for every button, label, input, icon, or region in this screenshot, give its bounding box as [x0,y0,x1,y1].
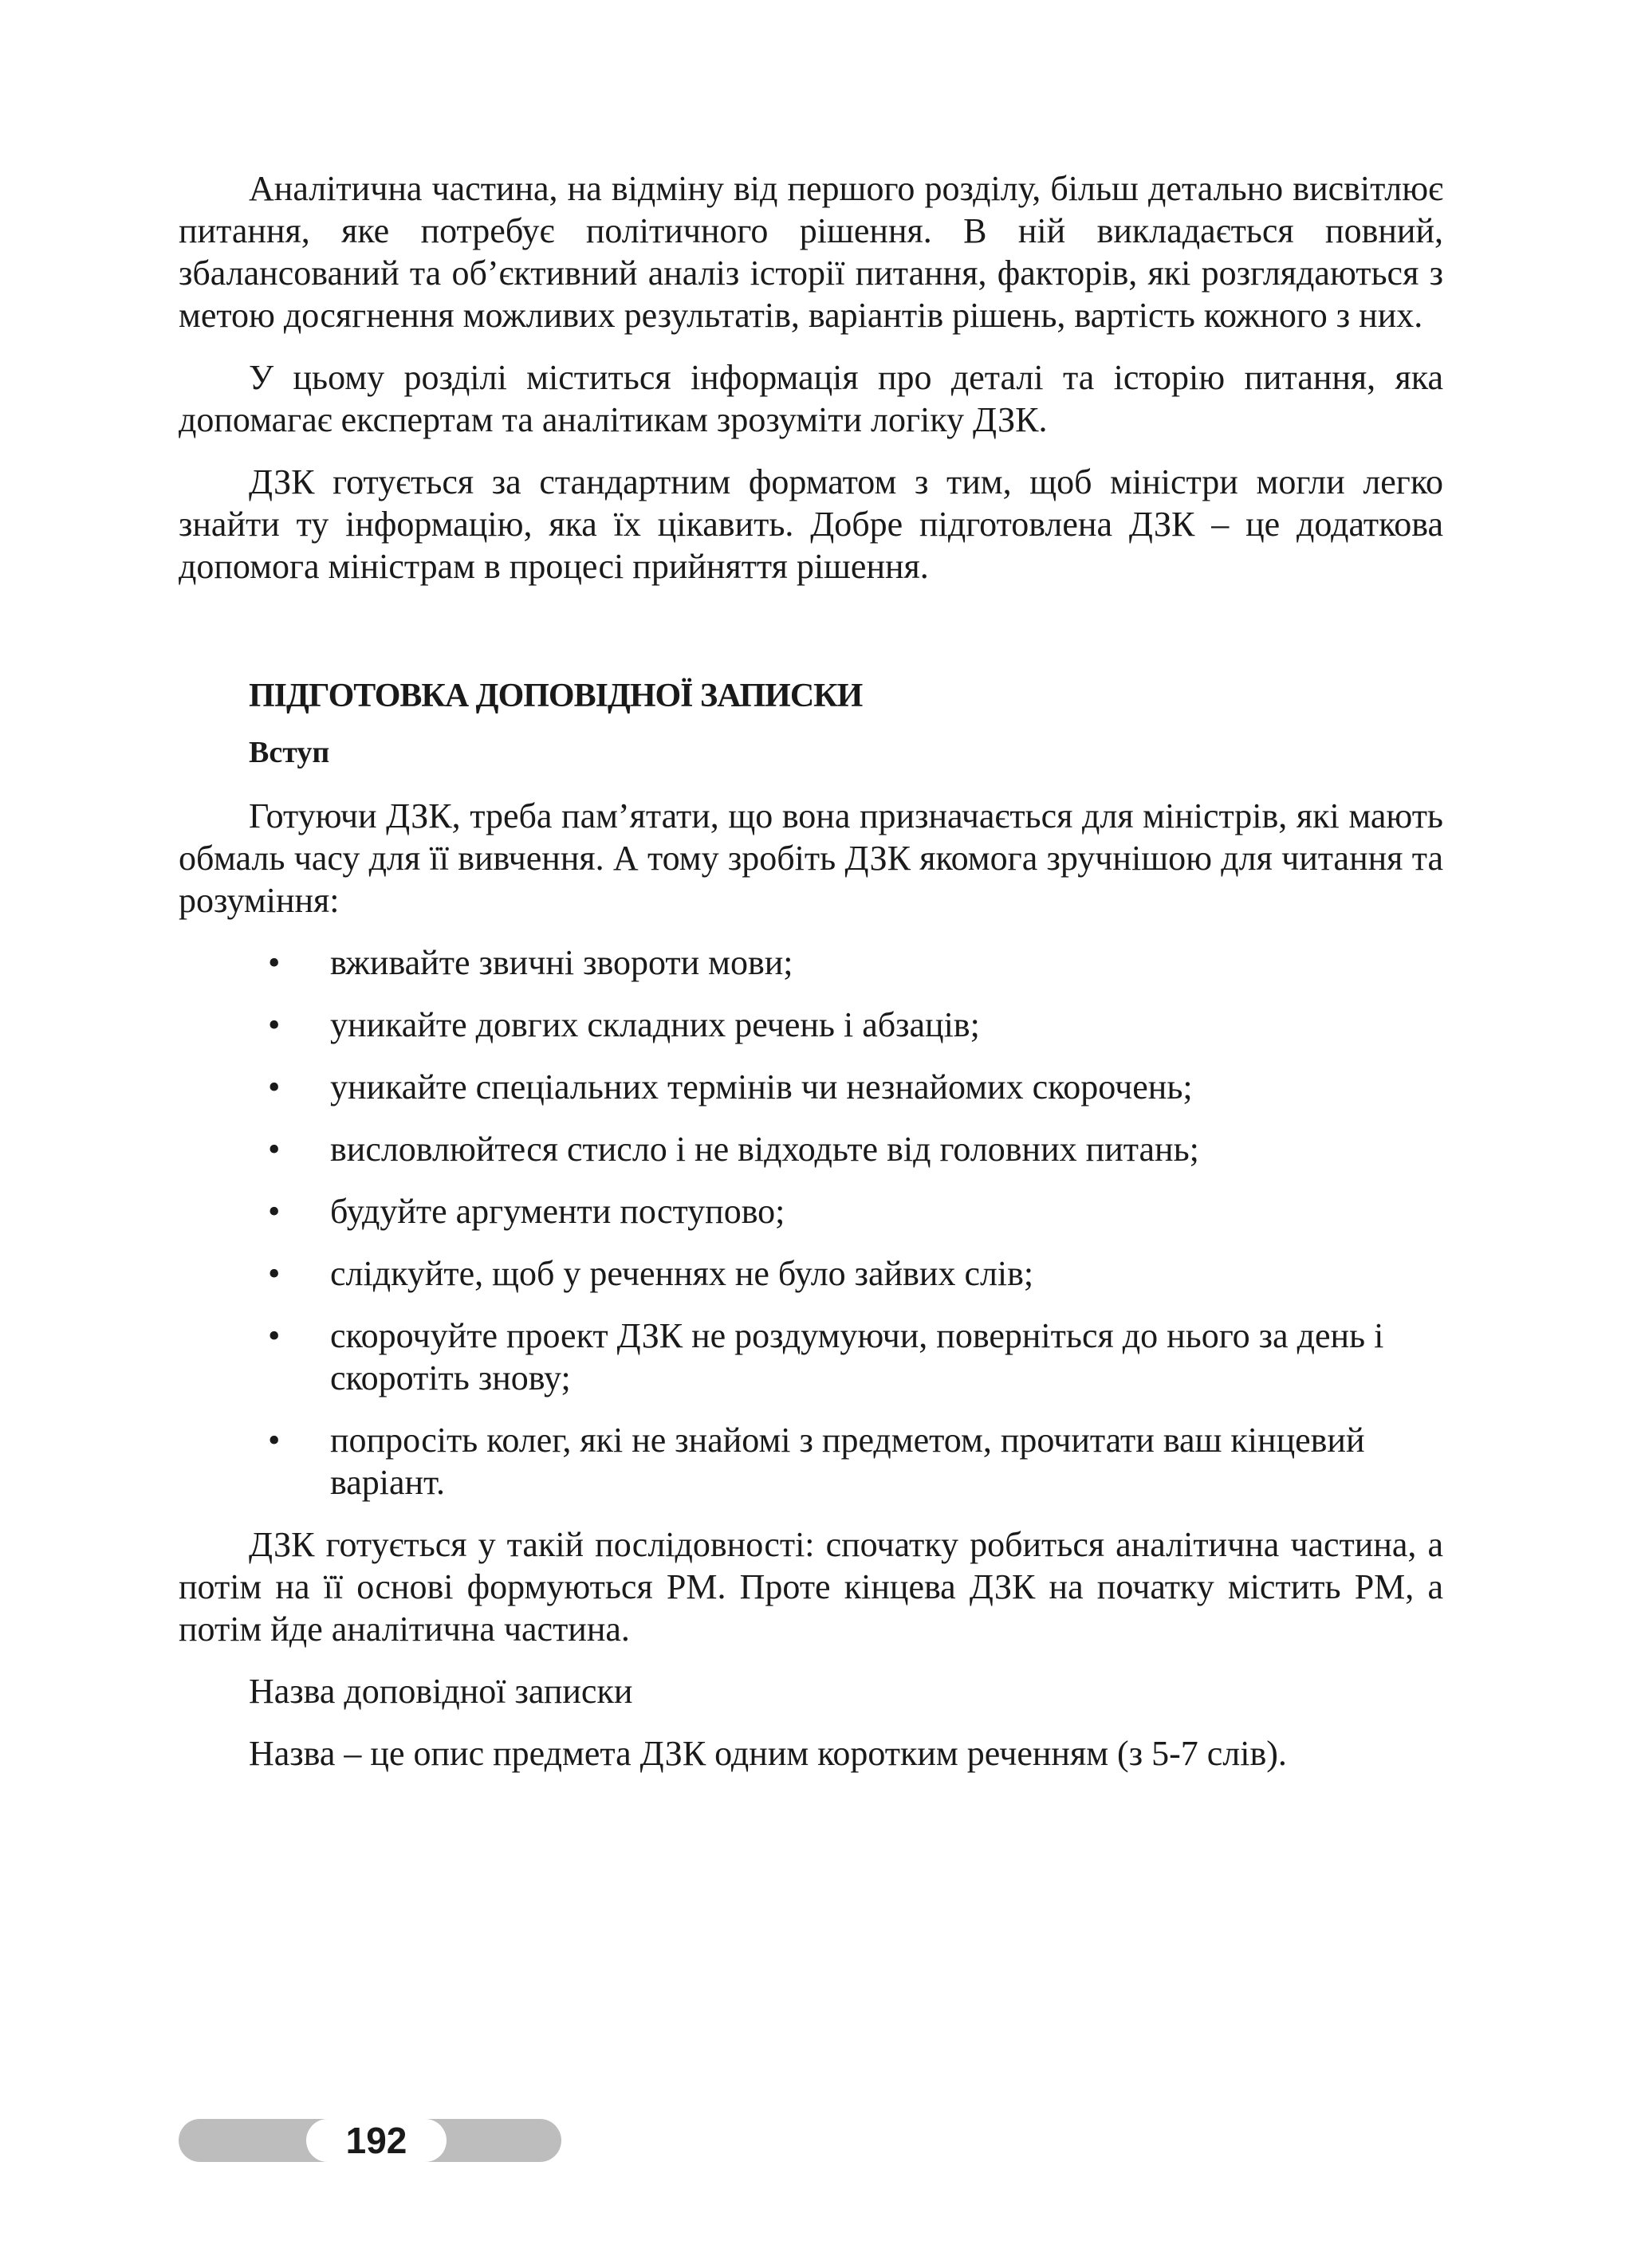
bullet-icon: • [268,1005,281,1044]
list-item [179,1252,1443,1295]
list-item-text: вживайте звичні звороти мови; [330,943,793,982]
list-item-text: слідкуйте, щоб у реченнях не було зайвих слів; [330,1254,1034,1293]
paragraph-lead: Готуючи ДЗК, треба пам’ятати, що вона призначається для міністрів, які мають обмаль часу для її вивчення. А тому зробіть ДЗК якомога зручнішою для читання та розуміння: [179,796,1443,920]
bullet-icon: • [268,1254,281,1293]
list-item [179,1190,1443,1232]
list-item [179,1419,1443,1503]
list-item-text: попросіть колег, які не знайомі з предметом, прочитати ваш кінцевий варіант. [330,1421,1365,1502]
bullet-icon: • [268,1192,281,1231]
bullet-icon: • [268,1067,281,1106]
bullet-icon: • [268,1421,281,1460]
list-item-text: уникайте довгих складних речень і абзаців; [330,1005,980,1044]
page-content [179,167,1443,1794]
page-number-bar [179,2119,561,2162]
list-item-text: скорочуйте проект ДЗК не роздумуючи, поверніться до нього за день і скоротіть знову; [330,1316,1384,1397]
list-item-text: висловлюйтеся стисло і не відходьте від головних питань; [330,1130,1199,1169]
section-heading: ПІДГОТОВКА ДОПОВІДНОЇ ЗАПИСКИ [249,678,863,714]
paragraph-standard-format: ДЗК готується за стандартним форматом з тим, щоб міністри могли легко знайти ту інформацію, яка їх цікавить. Добре підготовлена ДЗК – це додаткова допомога міністрам в процесі прийняття рішення. [179,462,1443,586]
list-item-text: будуйте аргументи поступово; [330,1192,785,1231]
paragraph-section-info: У цьому розділі міститься інформація про деталі та історію питання, яка допомагає експертам та аналітикам зрозуміти логіку ДЗК. [179,358,1443,439]
paragraph-analytical-part: Аналітична частина, на відміну від першого розділу, більш детально висвітлює питання, яке потребує політичного рішення. В ній викладається повний, збалансований та об’єктивний аналіз історії питання, факторів, які розглядаються з метою досягнення можливих результатів, варіантів рішень, вартість кожного з них. [179,169,1443,335]
title-description: Назва – це опис предмета ДЗК одним коротким реченням (з 5-7 слів). [249,1734,1287,1773]
title-label: Назва доповідної записки [249,1672,633,1711]
bullet-icon: • [268,943,281,982]
bullet-icon: • [268,1316,281,1355]
list-item [179,1066,1443,1108]
list-item [179,1315,1443,1399]
list-item [179,1004,1443,1046]
list-item-text: уникайте спеціальних термінів чи незнайомих скорочень; [330,1067,1193,1106]
bullet-icon: • [268,1130,281,1169]
subheading-intro: Вступ [249,736,330,769]
list-item [179,941,1443,984]
paragraph-sequence: ДЗК готується у такій послідовності: спочатку робиться аналітична частина, а потім на її основі формуються РМ. Проте кінцева ДЗК на початку містить РМ, а потім йде аналітична частина. [179,1525,1443,1649]
page-number: 192 [306,2119,447,2162]
list-item [179,1128,1443,1170]
bullet-list [179,941,1443,1503]
